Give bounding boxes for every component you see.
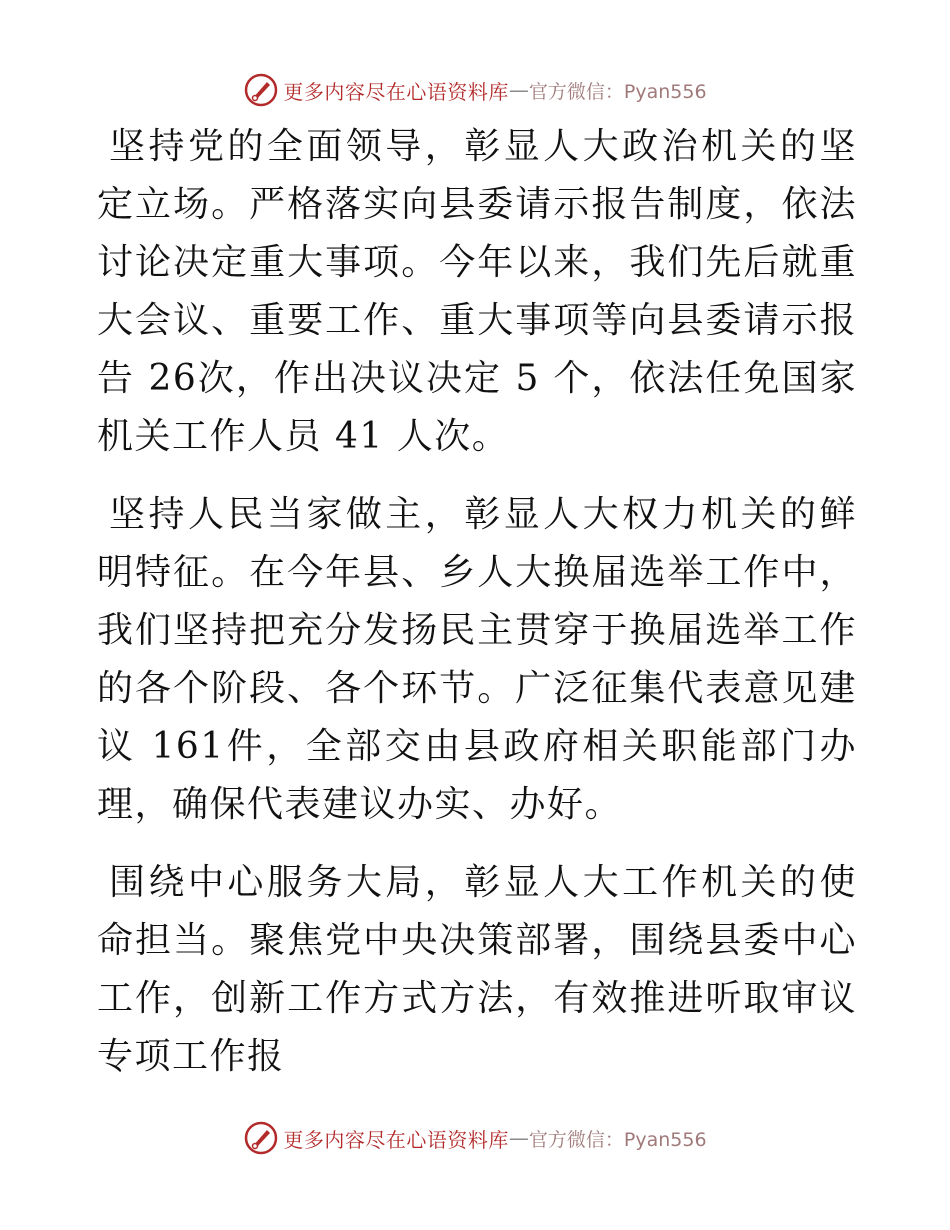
paragraph-party-leadership: 坚持党的全面领导，彰显人大政治机关的坚定立场。严格落实向县委请示报告制度，依法讨论决定重大事项。今年以来，我们先后就重大会议、重要工作、重大事项等向县委请示报告 26次，作出决议决定 5 个，依法任免国家机关工作人员 41 人次。 [97,126,857,457]
paragraph-serve-center: 围绕中心服务大局，彰显人大工作机关的使命担当。聚焦党中央决策部署，围绕县委中心工作，创新工作方式方法，有效推进听取审议专项工作报 [97,862,857,1077]
header-banner [0,70,950,110]
banner-separator: — [508,1126,529,1150]
banner-separator: — [508,78,529,102]
promo-text: 更多内容尽在心语资料库 [283,1127,509,1152]
quill-pen-icon [243,1120,279,1156]
footer-banner [0,1118,950,1158]
document-body [97,118,857,1106]
wechat-label: 官方微信：Pyan556 [528,80,707,103]
quill-pen-icon [243,72,279,108]
paragraph-people-masters: 坚持人民当家做主，彰显人大权力机关的鲜明特征。在今年县、乡人大换届选举工作中，我们坚持把充分发扬民主贯穿于换届选举工作的各个阶段、各个环节。广泛征集代表意见建议 161件，全部交由县政府相关职能部门办理，确保代表建议办实、办好。 [97,494,857,825]
promo-text: 更多内容尽在心语资料库 [283,79,509,104]
wechat-label: 官方微信：Pyan556 [528,1128,707,1151]
